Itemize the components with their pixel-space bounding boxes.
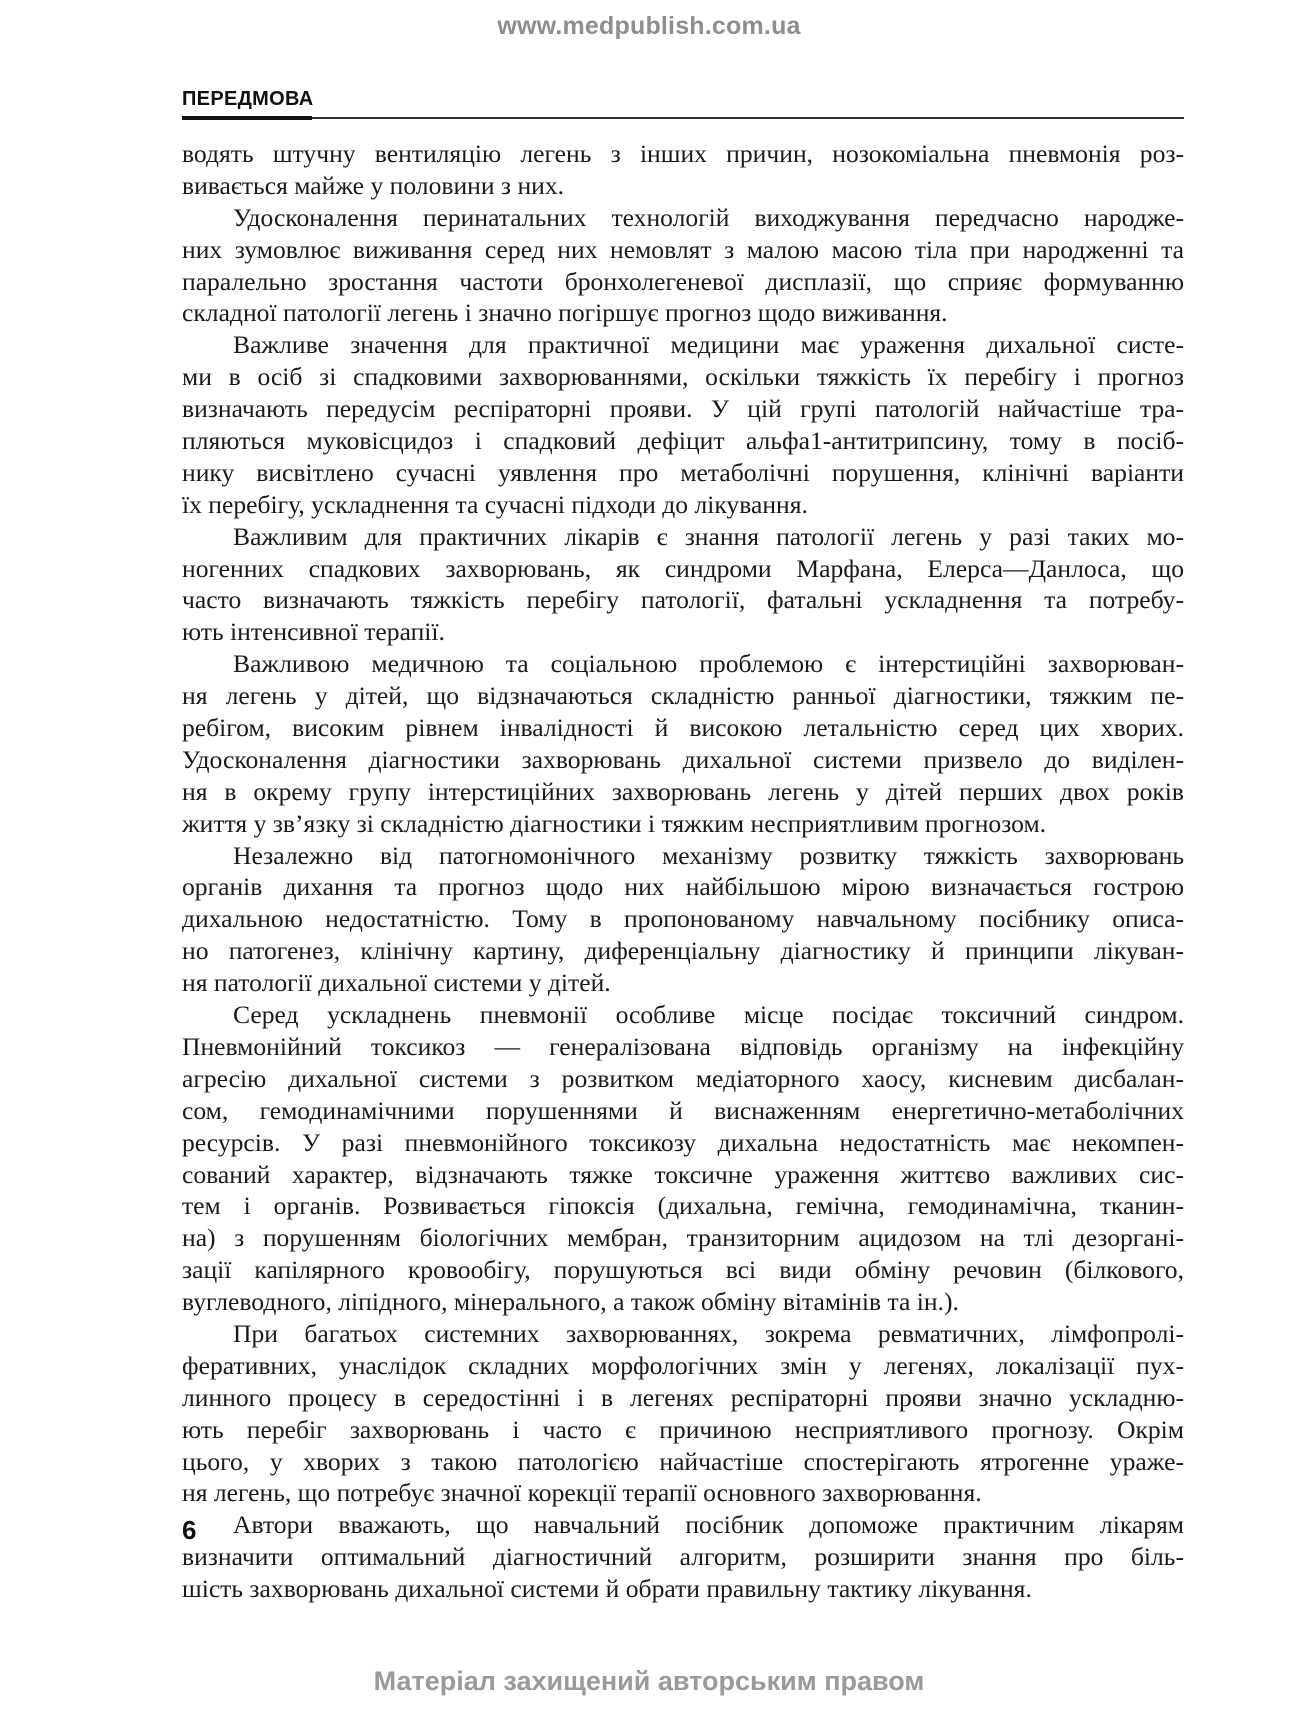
text-line: тем і органів. Розвивається гіпоксія (дихальна, гемічна, гемодинамічна, тканин- bbox=[182, 1191, 1184, 1221]
paragraph bbox=[182, 648, 1184, 839]
text-line: феративних, унаслідок складних морфологічних змін у легенях, локалізації пух- bbox=[182, 1350, 1184, 1380]
text-line: При багатьох системних захворюваннях, зокрема ревматичних, лімфопролі- bbox=[233, 1318, 1184, 1348]
text-line: ня легень, що потребує значної корекції терапії основного захворювання. bbox=[182, 1478, 982, 1508]
page-number: 6 bbox=[182, 1515, 197, 1545]
paragraph bbox=[182, 521, 1184, 649]
text-line: ють перебіг захворювань і часто є причиною несприятливого прогнозу. Окрім bbox=[182, 1414, 1184, 1444]
text-line: їх перебігу, ускладнення та сучасні підходи до лікування. bbox=[182, 489, 808, 519]
text-line: вуглеводного, ліпідного, мінерального, а також обміну вітамінів та ін.). bbox=[182, 1287, 959, 1317]
text-line: ня легень у дітей, що відзначаються складністю ранньої діагностики, тяжким пе- bbox=[182, 681, 1184, 711]
text-line: ребігом, високим рівнем інвалідності й високою летальністю серед цих хворих. bbox=[182, 713, 1184, 743]
text-line: нику висвітлено сучасні уявлення про метаболічні порушення, клінічні варіанти bbox=[182, 457, 1184, 487]
text-line: ресурсів. У разі пневмонійного токсикозу дихальна недостатність має некомпен- bbox=[182, 1127, 1184, 1157]
watermark-top: www.medpublish.com.ua bbox=[497, 12, 801, 40]
paragraph bbox=[182, 329, 1184, 520]
text-line: вивається майже у половини з них. bbox=[182, 170, 565, 200]
text-line: паралельно зростання частоти бронхолегеневої дисплазії, що сприяє формуванню bbox=[182, 266, 1184, 296]
text-line: цього, у хворих з такою патологією найчастіше спостерігають ятрогенне ураже- bbox=[182, 1446, 1184, 1476]
text-line: Важливою медичною та соціальною проблемою є інтерстиційні захворюван- bbox=[233, 649, 1184, 679]
running-head: ПЕРЕДМОВА bbox=[182, 88, 314, 110]
text-line: зації капілярного кровообігу, порушуються всі види обміну речовин (білкового, bbox=[182, 1255, 1184, 1285]
text-line: ня в окрему групу інтерстиційних захворювань легень у дітей перших двох років bbox=[182, 776, 1184, 806]
text-line: часто визначають тяжкість перебігу патології, фатальні ускладнення та потребу- bbox=[182, 585, 1184, 615]
text-line: но патогенез, клінічну картину, диференціальну діагностику й принципи лікуван- bbox=[182, 936, 1184, 966]
text-line: агресію дихальної системи з розвитком медіаторного хаосу, кисневим дисбалан- bbox=[182, 1063, 1184, 1093]
text-line: складної патології легень і значно погіршує прогноз щодо виживання. bbox=[182, 298, 948, 328]
header-rule-accent bbox=[182, 116, 312, 120]
text-line: Удосконалення діагностики захворювань дихальної системи призвело до виділен- bbox=[182, 744, 1184, 774]
text-line: Серед ускладнень пневмонії особливе місце посідає токсичний синдром. bbox=[233, 1000, 1184, 1030]
text-line: ми в осіб зі спадковими захворюваннями, оскільки тяжкість їх перебігу і прогноз bbox=[182, 362, 1184, 392]
text-line: ня патології дихальної системи у дітей. bbox=[182, 968, 611, 998]
text-line: сований характер, відзначають тяжке токсичне ураження життєво важливих сис- bbox=[182, 1159, 1184, 1189]
text-line: визначають передусім респіраторні прояви. У цій групі патологій найчастіше тра- bbox=[182, 394, 1184, 424]
paragraph bbox=[182, 138, 1184, 202]
text-line: шість захворювань дихальної системи й обрати правильну тактику лікування. bbox=[182, 1574, 1032, 1604]
text-line: на) з порушенням біологічних мембран, транзиторним ацидозом на тлі дезоргані- bbox=[182, 1223, 1184, 1253]
paragraph bbox=[182, 1318, 1184, 1509]
text-line: пляються муковісцидоз і спадковий дефіцит альфа1-антитрипсину, тому в посіб- bbox=[182, 426, 1184, 456]
text-line: сом, гемодинамічними порушеннями й виснаженням енергетично-метаболічних bbox=[182, 1095, 1184, 1125]
paragraph bbox=[182, 999, 1184, 1318]
paragraph bbox=[182, 840, 1184, 999]
text-line: линного процесу в середостінні і в легенях респіраторні прояви значно ускладню- bbox=[182, 1382, 1184, 1412]
text-line: органів дихання та прогноз щодо них найбільшою мірою визначається гострою bbox=[182, 872, 1184, 902]
text-line: життя у зв’язку зі складністю діагностики і тяжким несприятливим прогнозом. bbox=[182, 808, 1047, 838]
text-line: дихальною недостатністю. Тому в пропонованому навчальному посібнику описа- bbox=[182, 904, 1184, 934]
text-line: Удосконалення перинатальних технологій виходжування передчасно народже- bbox=[233, 202, 1184, 232]
text-line: Незалежно від патогномонічного механізму розвитку тяжкість захворювань bbox=[233, 840, 1184, 870]
text-line: водять штучну вентиляцію легень з інших причин, нозокоміальна пневмонія роз- bbox=[182, 139, 1184, 168]
text-line: ють інтенсивної терапії. bbox=[182, 617, 445, 647]
body-text bbox=[182, 138, 1184, 1605]
text-line: Важливе значення для практичної медицини має ураження дихальної систе- bbox=[233, 330, 1184, 360]
text-line: Пневмонійний токсикоз — генералізована відповідь організму на інфекційну bbox=[182, 1031, 1184, 1061]
paragraph bbox=[182, 202, 1184, 330]
text-line: ногенних спадкових захворювань, як синдроми Марфана, Елерса—Данлоса, що bbox=[182, 553, 1184, 583]
watermark-bottom: Матеріал захищений авторським правом bbox=[373, 1666, 925, 1696]
paragraph bbox=[182, 1509, 1184, 1605]
header-rule bbox=[182, 117, 1184, 119]
text-line: визначити оптимальний діагностичний алгоритм, розширити знання про біль- bbox=[182, 1542, 1184, 1572]
text-line: Автори вважають, що навчальний посібник допоможе практичним лікарям bbox=[233, 1510, 1184, 1540]
text-line: Важливим для практичних лікарів є знання патології легень у разі таких мо- bbox=[233, 521, 1184, 551]
text-line: них зумовлює виживання серед них немовлят з малою масою тіла при народженні та bbox=[182, 234, 1184, 264]
